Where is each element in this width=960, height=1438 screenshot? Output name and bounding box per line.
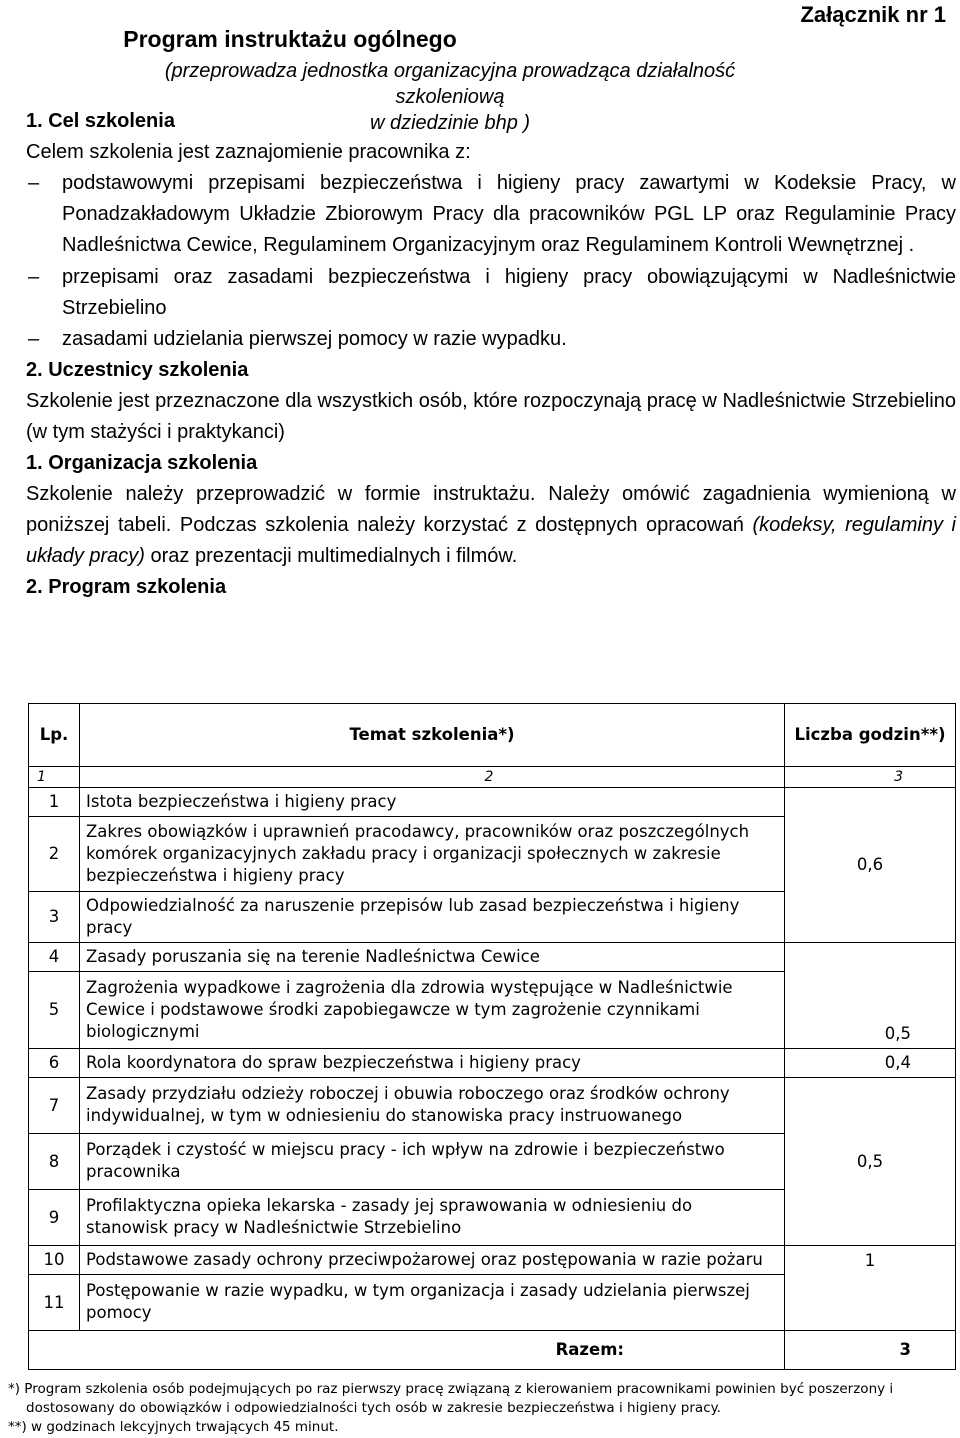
footnote-line: *) Program szkolenia osób podejmujących po raz pierwszy pracę związaną z kierowaniem pracownikami powinien być poszerzony i xyxy=(8,1381,894,1397)
row-topic: Zasady poruszania się na terenie Nadleśnictwa Cewice xyxy=(80,943,785,972)
row-topic: Podstawowe zasady ochrony przeciwpożarowej oraz postępowania w razie pożaru xyxy=(80,1246,785,1275)
table-total-row xyxy=(29,1331,956,1370)
row-topic: Zagrożenia wypadkowe i zagrożenia dla zdrowia występujące w Nadleśnictwie Cewice i podstawowe środki zapobiegawcze w tym zagrożenie czynnikami biologicznymi xyxy=(80,972,785,1049)
table-row xyxy=(29,943,956,972)
header-hours: Liczba godzin**) xyxy=(785,704,956,767)
row-topic: Postępowanie w razie wypadku, w tym organizacja i zasady udzielania pierwszej pomocy xyxy=(80,1275,785,1331)
row-lp: 1 xyxy=(29,788,80,817)
goal-list-item: – przepisami oraz zasadami bezpieczeństwa i higieny pracy obowiązującymi w Nadleśnictwie Strzebielino xyxy=(26,262,956,324)
row-topic: Odpowiedzialność za naruszenie przepisów lub zasad bezpieczeństwa i higieny pracy xyxy=(80,892,785,943)
row-topic: Zasady przydziału odzieży roboczej i obuwia roboczego oraz środków ochrony indywidualnej, w tym w odniesieniu do stanowiska pracy instruowanego xyxy=(80,1078,785,1134)
row-lp: 4 xyxy=(29,943,80,972)
row-hours: 0,5 xyxy=(785,943,956,1049)
footnotes xyxy=(8,1380,953,1437)
section-heading-program: 2. Program szkolenia xyxy=(26,576,227,598)
attachment-label: Załącznik nr 1 xyxy=(800,2,946,27)
row-topic: Porządek i czystość w miejscu pracy - ich wpływ na zdrowie i bezpieczeństwo pracownika xyxy=(80,1134,785,1190)
subtitle-line-1: (przeprowadza jednostka organizacyjna prowadząca działalność szkoleniową xyxy=(164,60,736,108)
row-topic: Rola koordynatora do spraw bezpieczeństwa i higieny pracy xyxy=(80,1049,785,1078)
dash-bullet: – xyxy=(28,172,40,194)
column-number: 1 xyxy=(29,767,80,788)
section-heading-organization: 1. Organizacja szkolenia xyxy=(26,452,258,474)
header-topic: Temat szkolenia*) xyxy=(80,704,785,767)
italic-materials: (kodeksy, regulaminy i układy pracy) xyxy=(26,514,956,567)
row-lp: 6 xyxy=(29,1049,80,1078)
table-row xyxy=(29,1078,956,1134)
row-lp: 7 xyxy=(29,1078,80,1134)
footnote-line: **) w godzinach lekcyjnych trwających 45 minut. xyxy=(8,1419,339,1435)
row-hours: 0,5 xyxy=(785,1078,956,1246)
dash-bullet: – xyxy=(28,328,40,350)
table-row xyxy=(29,1246,956,1275)
section-organization-text: Szkolenie należy przeprowadzić w formie instruktażu. Należy omówić zagadnienia wymienioną w poniższej tabeli. Podczas szkolenia należy korzystać z dostępnych opracowań (kodeksy, regulaminy i układy pracy) oraz prezentacji multimedialnych i filmów. xyxy=(26,483,956,567)
table-header-row xyxy=(29,704,956,767)
footnote-line: dostosowany do obowiązków i odpowiedzialności tych osób w zakresie bezpieczeństwa i higieny pracy. xyxy=(26,1400,721,1416)
row-topic: Istota bezpieczeństwa i higieny pracy xyxy=(80,788,785,817)
section-heading-goal: 1. Cel szkolenia xyxy=(26,110,175,132)
total-label: Razem: xyxy=(29,1331,785,1370)
row-hours: 0,6 xyxy=(785,788,956,943)
section-heading-participants: 2. Uczestnicy szkolenia xyxy=(26,359,249,381)
row-topic: Zakres obowiązków i uprawnień pracodawcy, pracowników oraz poszczególnych komórek organizacyjnych zakładu pracy i organizacji społecznych w zakresie bezpieczeństwa i higieny pracy xyxy=(80,817,785,892)
section-goal-intro: Celem szkolenia jest zaznajomienie pracownika z: xyxy=(26,141,471,163)
document-body xyxy=(26,106,956,603)
header-lp: Lp. xyxy=(29,704,80,767)
document-title: Program instruktażu ogólnego xyxy=(123,26,457,52)
column-number: 2 xyxy=(80,767,785,788)
row-lp: 3 xyxy=(29,892,80,943)
table-row xyxy=(29,1049,956,1078)
table-column-numbers-row xyxy=(29,767,956,788)
row-lp: 10 xyxy=(29,1246,80,1275)
section-participants-text: Szkolenie jest przeznaczone dla wszystkich osób, które rozpoczynają pracę w Nadleśnictwie Strzebielino (w tym stażyści i praktykanci) xyxy=(26,390,956,443)
row-lp: 2 xyxy=(29,817,80,892)
row-topic: Profilaktyczna opieka lekarska - zasady jej sprawowania w odniesieniu do stanowisk pracy w Nadleśnictwie Strzebielino xyxy=(80,1190,785,1246)
row-lp: 9 xyxy=(29,1190,80,1246)
table-row xyxy=(29,788,956,817)
row-hours: 1 xyxy=(785,1246,956,1331)
row-lp: 8 xyxy=(29,1134,80,1190)
program-table xyxy=(28,703,956,1370)
goal-list-item: – zasadami udzielania pierwszej pomocy w razie wypadku. xyxy=(26,324,956,355)
row-hours: 0,4 xyxy=(785,1049,956,1078)
subtitle-line-2: w dziedzinie bhp ) xyxy=(369,112,531,134)
goal-list-item: – podstawowymi przepisami bezpieczeństwa i higieny pracy zawartymi w Kodeksie Pracy, w Ponadzakładowym Układzie Zbiorowym Pracy dla pracowników PGL LP oraz Regulaminie Pracy Nadleśnictwa Cewice, Regulaminem Organizacyjnym oraz Regulaminem Kontroli Wewnętrznej . xyxy=(26,168,956,261)
column-number: 3 xyxy=(785,767,956,788)
total-value: 3 xyxy=(785,1331,956,1370)
row-lp: 11 xyxy=(29,1275,80,1331)
dash-bullet: – xyxy=(28,266,40,288)
row-lp: 5 xyxy=(29,972,80,1049)
